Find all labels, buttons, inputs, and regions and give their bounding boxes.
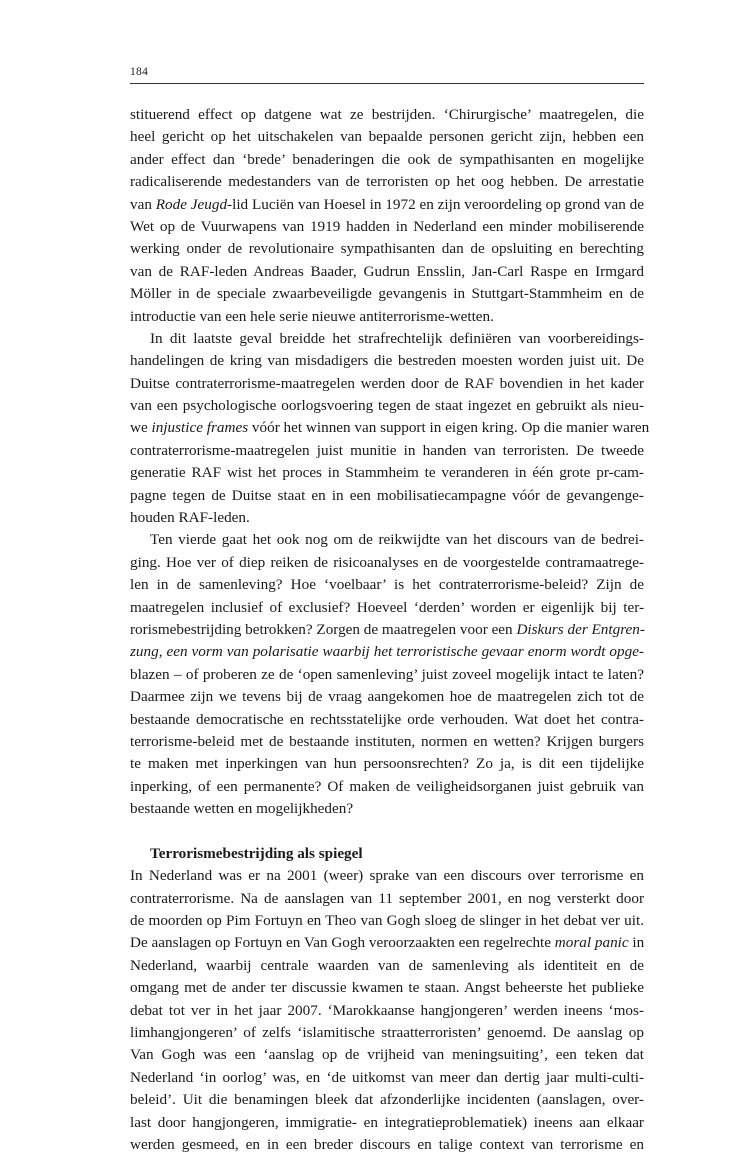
paragraph-line: debat tot ver in het jaar 2007. ‘Marokkaanse hangjongeren’ werden ineens ‘mos- [130, 1001, 644, 1019]
paragraph-line: stituerend effect op datgene wat ze bestrijden. ‘Chirurgische’ maatregelen, die [130, 106, 644, 123]
paragraph-line: we injustice frames vóór het winnen van support in eigen kring. Op die manier waren [130, 419, 650, 437]
paragraph-line: ander effect dan ‘brede’ benaderingen die ook de sympathisanten en mogelijke [130, 150, 644, 168]
paragraph-line: pagne tegen de Duitse staat en in een mobilisatiecampagne vóór de gevangenge- [130, 486, 644, 504]
paragraph-line: van Rode Jeugd-lid Luciën van Hoesel in 1972 en zijn veroordeling op grond van de [130, 195, 645, 213]
paragraph-line: generatie RAF wist het proces in Stammheim te veranderen in één grote pr-cam- [130, 464, 644, 482]
paragraph-line: Ten vierde gaat het ook nog om de reikwijdte van het discours van de bedrei- [150, 531, 644, 549]
paragraph-line: Nederland ‘in oorlog’ was, en ‘de uitkomst van meer dan dertig jaar multi-culti- [130, 1068, 644, 1086]
paragraph-line: omgang met de ander ter discussie kwamen te staan. Angst beheerste het publieke [130, 979, 644, 997]
paragraph-line: zung, een vorm van polarisatie waarbij het terroristische gevaar enorm wordt opge- [130, 643, 644, 661]
paragraph-line: limhangjongeren’ of zelfs ‘islamitische straatterroristen’ genoemd. De aanslag op [130, 1024, 644, 1042]
section-heading: Terrorismebestrijding als spiegel [150, 844, 363, 862]
paragraph-line: last door hangjongeren, immigratie- en integratieproblematiek) ineens aan elkaar [130, 1113, 644, 1131]
paragraph-line: van een psychologische oorlogsvoering tegen de staat ingezet en gebruikt als nieu- [130, 397, 644, 415]
paragraph-line: van de RAF-leden Andreas Baader, Gudrun Ensslin, Jan-Carl Raspe en Irmgard [130, 262, 644, 280]
paragraph-line: In dit laatste geval breidde het strafrechtelijk definiëren van voorbereidings- [150, 329, 644, 347]
paragraph-line: blazen – of proberen ze de ‘open samenleving’ juist zoveel mogelijk intact te laten? [130, 665, 644, 683]
paragraph-line: radicaliserende medestanders van de terroristen op het oog hebben. De arrestatie [130, 173, 644, 191]
paragraph-line: len in de samenleving? Hoe ‘voelbaar’ is het contraterrorisme-beleid? Zijn de [130, 576, 644, 594]
paragraph-line: Wet op de Vuurwapens van 1919 hadden in Nederland een minder mobiliserende [130, 217, 644, 235]
paragraph-line: terrorisme-beleid met de bestaande instituten, normen en wetten? Krijgen burgers [130, 732, 644, 750]
paragraph-line: Nederland, waarbij centrale waarden van de samenleving als identiteit en de [130, 956, 644, 974]
paragraph-line: Möller in de speciale zwaarbeveiligde gevangenis in Stuttgart-Stammheim en de [130, 285, 644, 303]
paragraph-line: heel gericht op het uitschakelen van bepaalde personen gericht zijn, hebben een [130, 128, 644, 146]
paragraph-line: In Nederland was er na 2001 (weer) sprake van een discours over terrorisme en [130, 867, 644, 885]
paragraph-line: ging. Hoe ver of diep reiken de risicoanalyses en de voorgestelde contramaatrege- [130, 553, 644, 571]
paragraph-line: beleid’. Uit die benamingen bleek dat afzonderlijke incidenten (aanslagen, over- [130, 1091, 644, 1109]
paragraph-line: Van Gogh was een ‘aanslag op de vrijheid van meningsuiting’, een teken dat [130, 1046, 644, 1064]
paragraph-line: de moorden op Pim Fortuyn en Theo van Gogh sloeg de slinger in het debat ver uit. [130, 912, 644, 930]
paragraph-line: Duitse contraterrorisme-maatregelen werden door de RAF bovendien in het kader [130, 374, 644, 392]
paragraph-line: contraterrorisme. Na de aanslagen van 11 september 2001, en nog versterkt door [130, 889, 644, 907]
paragraph-line: De aanslagen op Fortuyn en Van Gogh veroorzaakten een regelrechte moral panic in [130, 934, 645, 952]
paragraph-line: bestaande democratische en rechtsstatelijke orde verhouden. Wat doet het contra- [130, 710, 644, 728]
body-text [130, 104, 650, 1156]
paragraph-line: bestaande wetten en mogelijkheden? [130, 800, 354, 818]
paragraph-line: werden gesmeed, en in een breder discours en talige context van terrorisme en [130, 1135, 644, 1153]
paragraph-line: te maken met inperkingen van hun persoonsrechten? Zo ja, is dit een tijdelijke [130, 755, 644, 773]
paragraph-line: werking onder de revolutionaire sympathisanten dan de opsluiting en berechting [130, 240, 644, 258]
paragraph-line: rorismebestrijding betrokken? Zorgen de maatregelen voor een Diskurs der Entgren- [130, 620, 645, 638]
page-number: 184 [130, 66, 149, 78]
paragraph-line: introductie van een hele serie nieuwe antiterrorisme-wetten. [130, 307, 494, 325]
paragraph-line: inperking, of een permanente? Of maken de veiligheidsorganen juist gebruik van [130, 777, 644, 795]
spacer [130, 821, 644, 843]
paragraph-line: maatregelen inclusief of exclusief? Hoeveel ‘derden’ worden er eigenlijk bij ter- [130, 598, 644, 616]
paragraph-line: Daarmee zijn we tevens bij de vraag aangekomen hoe de maatregelen zich tot de [130, 688, 644, 706]
page-header [130, 62, 644, 84]
paragraph-line: houden RAF-leden. [130, 509, 250, 527]
paragraph-line: contraterrorisme-maatregelen juist munitie in handen van terroristen. De tweede [130, 441, 644, 459]
paragraph-line: handelingen de kring van misdadigers die bestreden moesten worden juist uit. De [130, 352, 644, 370]
